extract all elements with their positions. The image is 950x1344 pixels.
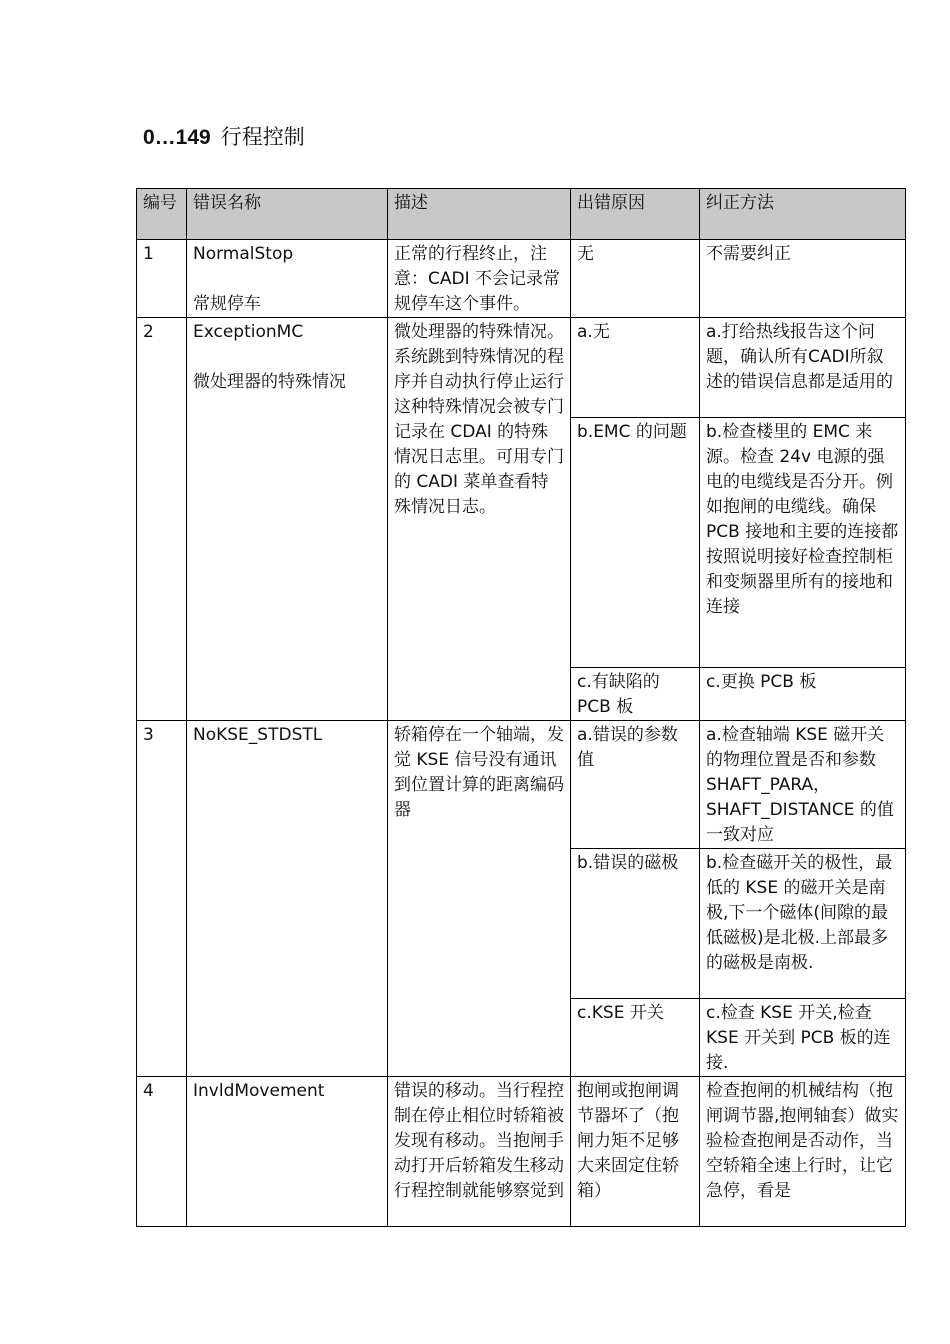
table-header-row xyxy=(137,189,906,240)
error-name-en: NormalStop xyxy=(193,244,294,264)
row-id: 2 xyxy=(137,318,187,721)
row-name xyxy=(187,318,388,721)
table-row xyxy=(137,240,906,318)
error-name-en: NoKSE_STDSTL xyxy=(193,725,323,745)
row-id: 4 xyxy=(137,1077,187,1227)
error-name-cn: 常规停车 xyxy=(193,294,261,314)
error-table xyxy=(136,188,906,1227)
header-id: 编号 xyxy=(137,189,187,240)
row-cause: c.KSE 开关 xyxy=(571,999,700,1077)
header-name: 错误名称 xyxy=(187,189,388,240)
section-title xyxy=(143,121,305,151)
row-fix: 不需要纠正 xyxy=(700,240,906,318)
row-cause: 抱闸或抱闸调节器坏了（抱闸力矩不足够大来固定住轿箱） xyxy=(571,1077,700,1227)
row-fix: b.检查楼里的 EMC 来源。检查 24v 电源的强电的电缆线是否分开。例如抱闸的电缆线。确保 PCB 接地和主要的连接都按照说明接好检查控制柜和变频器里所有的接地和连接 xyxy=(700,418,906,668)
section-name: 行程控制 xyxy=(220,125,305,149)
row-fix: c.更换 PCB 板 xyxy=(700,668,906,721)
table-row xyxy=(137,1077,906,1227)
row-cause: b.EMC 的问题 xyxy=(571,418,700,668)
row-cause: a.无 xyxy=(571,318,700,418)
table-row xyxy=(137,318,906,418)
row-description: 正常的行程终止，注意：CADI 不会记录常规停车这个事件。 xyxy=(388,240,571,318)
header-cause: 出错原因 xyxy=(571,189,700,240)
section-number: 0…149 xyxy=(143,126,211,149)
error-name-en: InvldMovement xyxy=(193,1081,325,1101)
row-cause: a.错误的参数值 xyxy=(571,721,700,849)
row-cause: b.错误的磁极 xyxy=(571,849,700,999)
row-description: 轿箱停在一个轴端，发觉 KSE 信号没有通讯到位置计算的距离编码器 xyxy=(388,721,571,1077)
row-description: 微处理器的特殊情况。系统跳到特殊情况的程序并自动执行停止运行这种特殊情况会被专门记录在 CDAI 的特殊情况日志里。可用专门的 CADI 菜单查看特殊情况日志。 xyxy=(388,318,571,721)
row-fix: c.检查 KSE 开关,检查 KSE 开关到 PCB 板的连接. xyxy=(700,999,906,1077)
header-fix: 纠正方法 xyxy=(700,189,906,240)
error-name-en: ExceptionMC xyxy=(193,322,304,342)
error-name-cn: 微处理器的特殊情况 xyxy=(193,372,346,392)
row-cause: 无 xyxy=(571,240,700,318)
row-fix: a.打给热线报告这个问题，确认所有CADI所叙述的错误信息都是适用的 xyxy=(700,318,906,418)
table-row xyxy=(137,721,906,849)
row-id: 3 xyxy=(137,721,187,1077)
row-fix: a.检查轴端 KSE 磁开关的物理位置是否和参数 SHAFT_PARA，SHAFT_DISTANCE 的值一致对应 xyxy=(700,721,906,849)
row-fix: 检查抱闸的机械结构（抱闸调节器,抱闸轴套）做实验检查抱闸是否动作，当空轿箱全速上行时，让它急停，看是 xyxy=(700,1077,906,1227)
row-name xyxy=(187,1077,388,1227)
row-cause: c.有缺陷的 PCB 板 xyxy=(571,668,700,721)
row-fix: b.检查磁开关的极性，最低的 KSE 的磁开关是南极,下一个磁体(间隙的最低磁极)是北极.上部最多的磁极是南极. xyxy=(700,849,906,999)
header-description: 描述 xyxy=(388,189,571,240)
row-name xyxy=(187,721,388,1077)
row-id: 1 xyxy=(137,240,187,318)
row-description: 错误的移动。当行程控制在停止相位时轿箱被发现有移动。当抱闸手动打开后轿箱发生移动行程控制就能够察觉到 xyxy=(388,1077,571,1227)
row-name xyxy=(187,240,388,318)
